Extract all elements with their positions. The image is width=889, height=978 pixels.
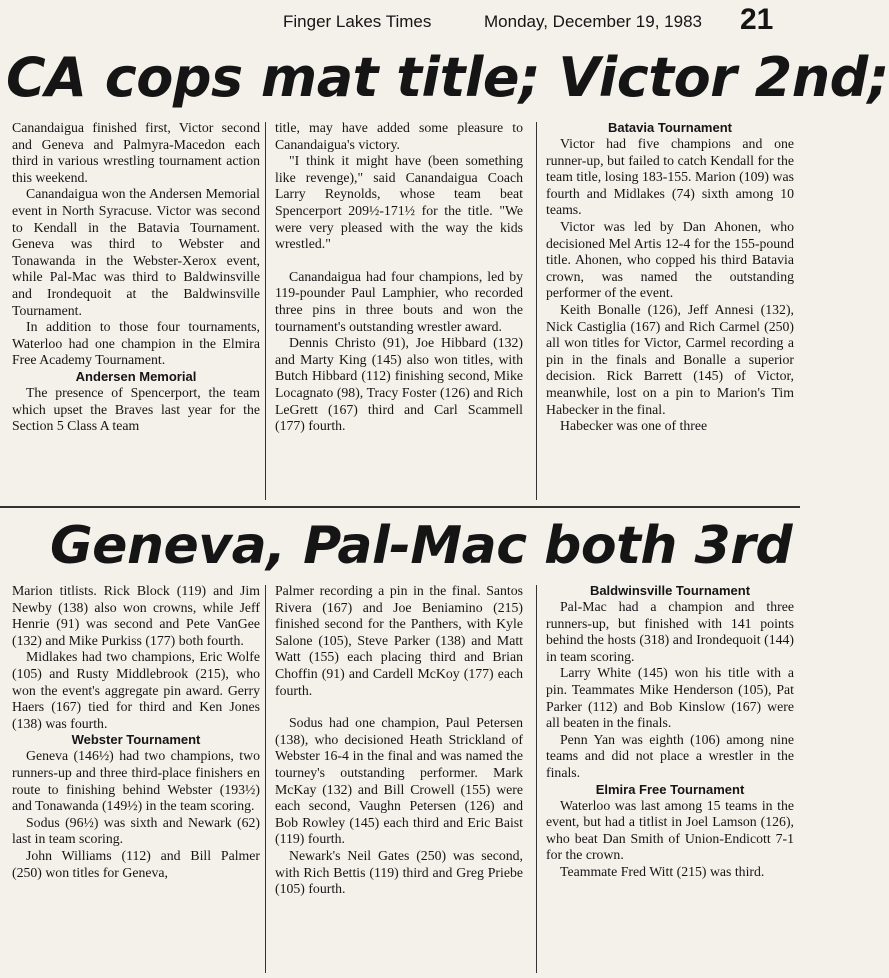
paragraph: Pal-Mac had a champion and three runners-up, but finished with 141 points behind the hosts (318) and Irondequoit (144) in team scoring. (546, 599, 794, 664)
paragraph: Penn Yan was eighth (106) among nine teams and did not place a wrestler in the finals. (546, 731, 794, 780)
masthead (0, 0, 800, 42)
paragraph: The presence of Spencerport, the team which upset the Braves last year for the Section 5 Class A team (12, 384, 260, 434)
paragraph: Victor was led by Dan Ahonen, who decisioned Mel Artis 12-4 for the 155-pound title. Ahonen, who copped his third Batavia crown, was named the outstanding performer of the event. (546, 218, 794, 301)
paragraph: Sodus had one champion, Paul Petersen (138), who decisioned Heath Strickland of Webster 16-4 in the final and was named the tourney's outstanding performer. Mark McKay (132) and Bill Crowell (155) were each second, Vaughn Petersen (126) and Bob Rowley (145) each third and Eric Baist (119) fourth. (275, 715, 523, 847)
paragraph: Geneva (146½) had two champions, two runners-up and three third-place finishers en route to finishing behind Webster (193½) and Tonawanda (149½) in the team scoring. (12, 748, 260, 814)
paragraph: John Williams (112) and Bill Palmer (250) won titles for Geneva, (12, 847, 260, 880)
headline-top: CA cops mat title; Victor 2nd; (6, 46, 889, 109)
subheading: Elmira Free Tournament (595, 781, 745, 797)
column-rule (265, 122, 266, 500)
paragraph: Palmer recording a pin in the final. Santos Rivera (167) and Joe Beniamino (215) finished second for the Panthers, with Kyle Salone (105), Steve Parker (138) and Matt Watt (155) each placing third and Brian Choffin (91) and Cardell McKoy (177) each fourth. (275, 583, 523, 698)
paragraph: Waterloo was last among 15 teams in the event, but had a titlist in Joel Lamson (126), who beat Dan Smith of Union-Endicott 7-1 for the crown. (546, 797, 794, 863)
paragraph: Habecker was one of three (560, 418, 708, 434)
issue-date: Monday, December 19, 1983 (484, 12, 702, 31)
paragraph: Canandaigua won the Andersen Memorial event in North Syracuse. Victor was second to Kendall in the Batavia Tournament. Geneva was third to Webster and Tonawanda in the Webster-Xerox event, while Pal-Mac was third to Baldwinsville and Irondequoit at the Baldwinsville Tournament. (12, 186, 260, 318)
article-column-3-top (546, 120, 794, 502)
paragraph: Victor had five champions and one runner-up, but failed to catch Kendall for the team title, losing 183-155. Marion (109) was fourth and Midlakes (74) sixth among 10 teams. (546, 136, 794, 218)
paragraph: Dennis Christo (91), Joe Hibbard (132) and Marty King (145) also won titles, with Butch Hibbard (112) finishing second, Mike Locagnato (98), Tracy Foster (126) and Rich LeGrett (167) third and Carl Scammell (177) fourth. (275, 335, 523, 434)
newspaper-name: Finger Lakes Times (283, 12, 432, 31)
paragraph: Canandaigua had four champions, led by 119-pounder Paul Lamphier, who recorded three pins in three bouts and won the tournament's outstanding wrestler award. (275, 268, 523, 334)
subheading: Andersen Memorial (75, 368, 197, 384)
column-rule (536, 585, 537, 973)
paragraph: Teammate Fred Witt (215) was third. (560, 863, 765, 879)
paragraph: Newark's Neil Gates (250) was second, with Rich Bettis (119) third and Greg Priebe (105) fourth. (275, 847, 523, 897)
paragraph: In addition to those four tournaments, Waterloo had one champion in the Elmira Free Academy Tournament. (12, 319, 260, 368)
column-rule (536, 122, 537, 500)
article-column-3-bottom (546, 583, 794, 975)
paragraph: Keith Bonalle (126), Jeff Annesi (132), Nick Castiglia (167) and Rich Carmel (250) all won titles for Victor, Carmel recording a pin in the finals and Bonalle a superior decision. Rick Barrett (145) of Victor, meanwhile, lost on a pin to Marion's Tim Habecker in the final. (546, 301, 794, 417)
section-divider (0, 506, 800, 508)
paragraph: Larry White (145) won his title with a pin. Teammates Mike Henderson (105), Pat Parker (112) and Bob Kinslow (167) were all beaten in the finals. (546, 665, 794, 731)
column-rule (265, 585, 266, 973)
subheading: Baldwinsville Tournament (589, 583, 751, 598)
article-column-2-top (275, 120, 523, 502)
headline-bottom: Geneva, Pal-Mac both 3rd (50, 516, 793, 576)
paragraph: Marion titlists. Rick Block (119) and Jim Newby (138) also won crowns, while Jeff Henrie (91) was second and Pete VanGee (132) and Mike Purkiss (177) both fourth. (12, 583, 260, 648)
paragraph: Sodus (96½) was sixth and Newark (62) last in team scoring. (12, 814, 260, 847)
article-column-1-bottom (12, 583, 260, 975)
page-number: 21 (740, 3, 774, 36)
subheading: Batavia Tournament (607, 120, 732, 135)
article-column-2-bottom (275, 583, 523, 975)
subheading: Webster Tournament (71, 732, 201, 748)
article-column-1-top (12, 120, 260, 502)
paragraph: Midlakes had two champions, Eric Wolfe (105) and Rusty Middlebrook (215), who won the event's aggregate pin award. Gerry Haers (167) tied for third and Ken Jones (138) was fourth. (12, 649, 260, 731)
paragraph: Canandaigua finished first, Victor second and Geneva and Palmyra-Macedon each third in various wrestling tournament action this weekend. (12, 120, 260, 185)
paragraph: "I think it might have (been something like revenge)," said Canandaigua Coach Larry Reynolds, whose team beat Spencerport 209½-171½ for the title. "We were very pleased with the way the kids wrestled." (275, 153, 523, 252)
paragraph: title, may have added some pleasure to Canandaigua's victory. (275, 120, 523, 152)
